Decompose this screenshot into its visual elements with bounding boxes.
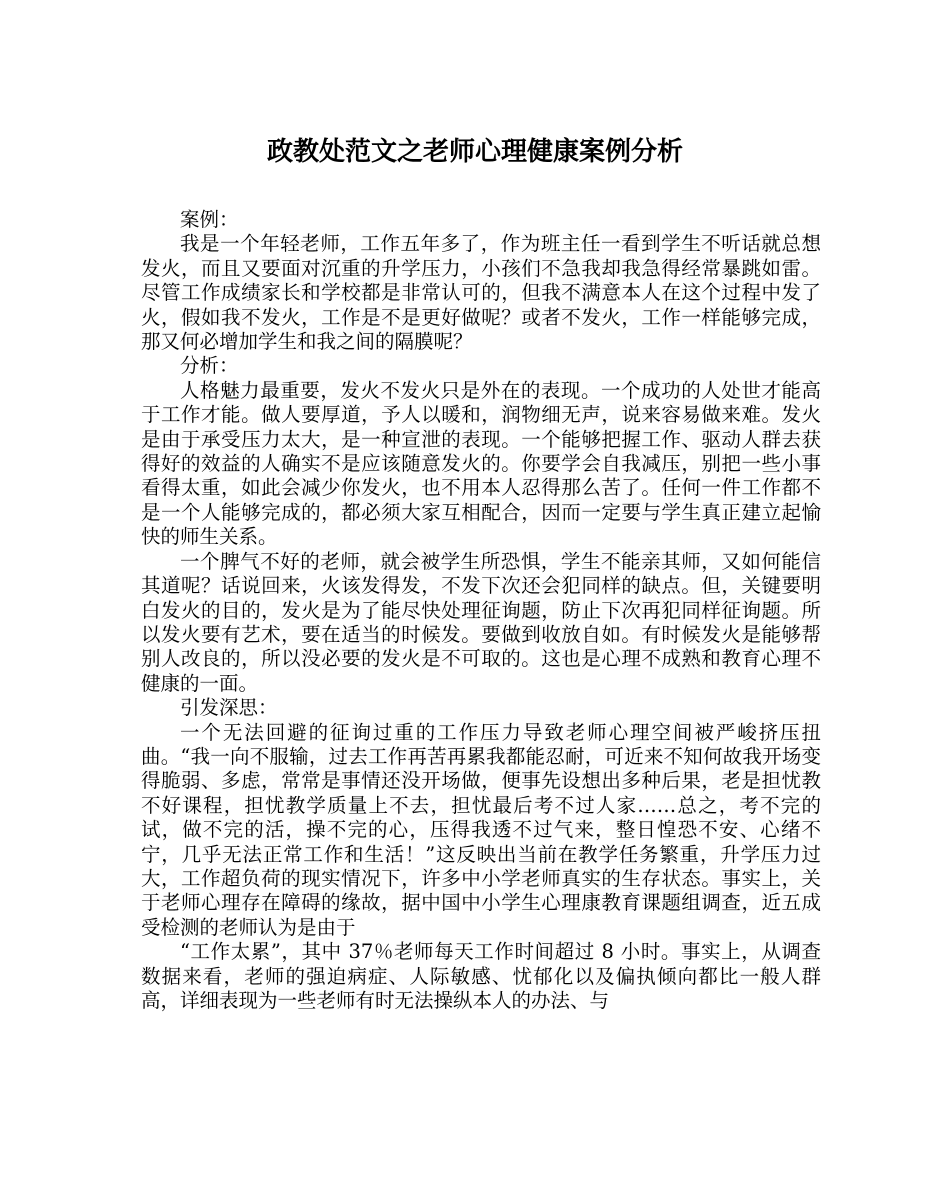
paragraph-analysis-text-2: 一个脾气不好的老师，就会被学生所恐惧，学生不能亲其师，又如何能信其道呢？话说回来，火该发得发，不发下次还会犯同样的缺点。但，关键要明白发火的目的，发火是为了能尽快处理征询题，防止下次再犯同样征询题。所以发火要有艺术，要在适当的时候发。要做到收放自如。有时候发火是能够帮别人改良的，所以没必要的发火是不可取的。这也是心理不成熟和教育心理不健康的一面。 xyxy=(141,549,821,695)
paragraph-reflection-heading: 引发深思： xyxy=(180,696,278,720)
paragraph-analysis-text-1: 人格魅力最重要，发火不发火只是外在的表现。一个成功的人处世才能高于工作才能。做人要厚道，予人以暖和，润物细无声，说来容易做来难。发火是由于承受压力太大，是一种宣泄的表现。一个能够把握工作、驱动人群去获得好的效益的人确实不是应该随意发火的。你要学会自我减压，别把一些小事看得太重，如此会减少你发火，也不用本人忍得那么苦了。任何一件工作都不是一个人能够完成的，都必须大家互相配合，因而一定要与学生真正建立起愉快的师生关系。 xyxy=(141,378,821,549)
document-body xyxy=(141,208,821,1013)
paragraph-analysis-heading: 分析： xyxy=(180,354,239,378)
document-title: 政教处范文之老师心理健康案例分析 xyxy=(266,137,683,167)
paragraph-reflection-text-2: “工作太累”，其中 37％老师每天工作时间超过 8 小时。事实上，从调查数据来看，老师的强迫病症、人际敏感、忧郁化以及偏执倾向都比一般人群高，详细表现为一些老师有时无法操纵本人的办法、与 xyxy=(141,940,821,1012)
paragraph-case-heading: 案例： xyxy=(180,208,239,231)
paragraph-reflection-text-1: 一个无法回避的征询过重的工作压力导致老师心理空间被严峻挤压扭曲。“我一向不服输，过去工作再苦再累我都能忍耐，可近来不知何故我开场变得脆弱、多虑，常常是事情还没开场做，便事先设想出多种后果，老是担忧教不好课程，担忧教学质量上不去，担忧最后考不过人家……总之，考不完的试，做不完的活，操不完的心，压得我透不过气来，整日惶恐不安、心绪不宁，几乎无法正常工作和生活！”这反映出当前在教学任务繁重，升学压力过大，工作超负荷的现实情况下，许多中小学老师真实的生存状态。事实上，关于老师心理存在障碍的缘故，据中国中小学生心理康教育课题组调查，近五成受检测的老师认为是由于 xyxy=(141,720,821,939)
paragraph-case-text: 我是一个年轻老师，工作五年多了，作为班主任一看到学生不听话就总想发火，而且又要面对沉重的升学压力，小孩们不急我却我急得经常暴跳如雷。尽管工作成绩家长和学校都是非常认可的，但我不满意本人在这个过程中发了火，假如我不发火，工作是不是更好做呢？或者不发火，工作一样能够完成，那又何必增加学生和我之间的隔膜呢？ xyxy=(141,232,821,354)
